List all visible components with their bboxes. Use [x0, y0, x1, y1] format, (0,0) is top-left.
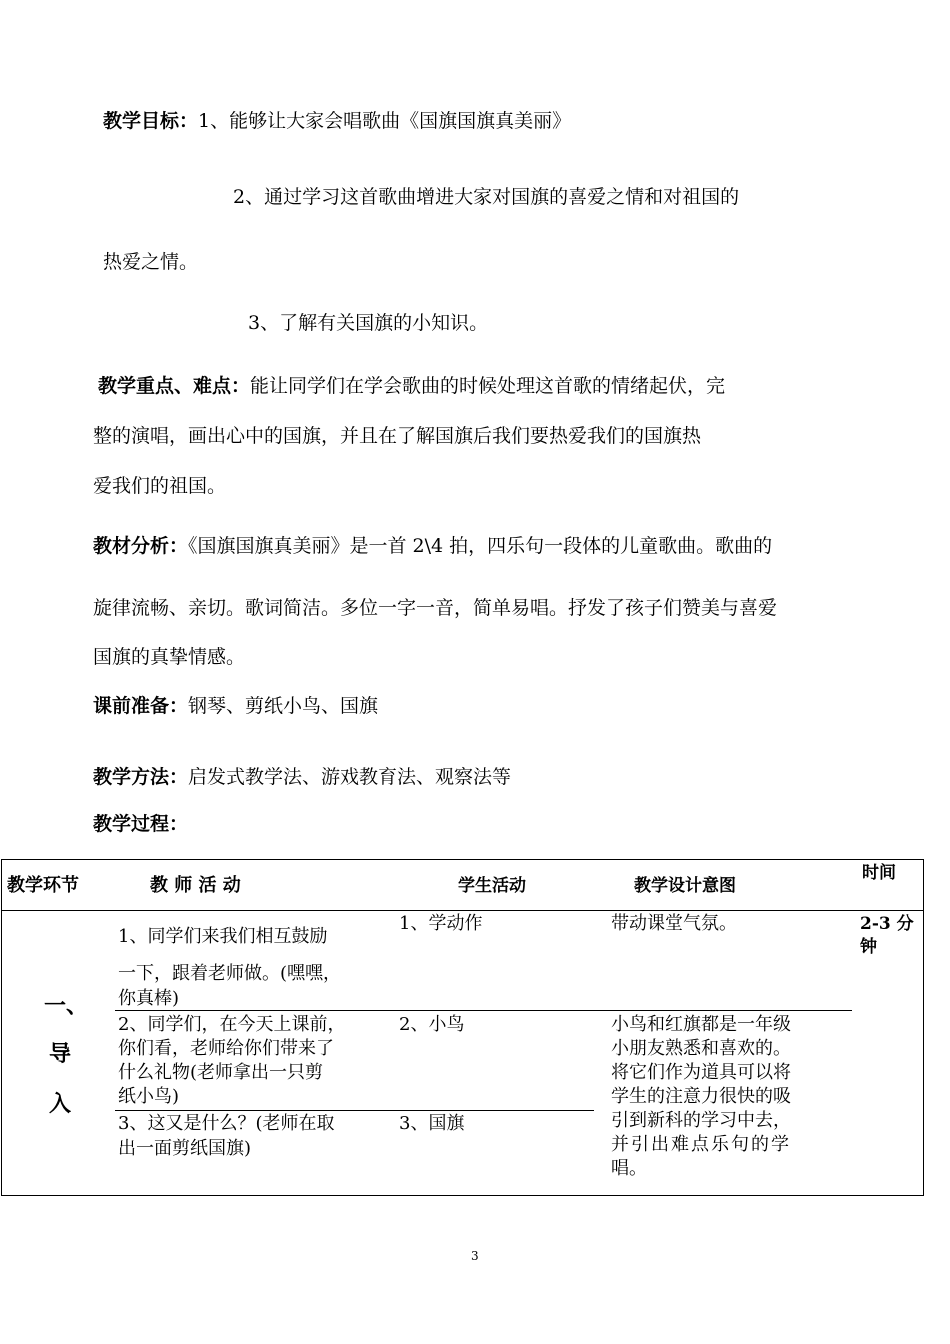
method-text: 启发式教学法、游戏教育法、观察法等 [188, 766, 512, 788]
goals-line-1 [103, 109, 571, 133]
key-points-text-1: 能让同学们在学会歌曲的时候处理这首歌的情绪起伏，完 [250, 375, 726, 397]
teacher-r1-line-2: 一下，跟着老师做。(嘿嘿， [118, 963, 342, 984]
goal-item-3: 3、了解有关国旗的小知识。 [248, 312, 489, 334]
teacher-r1-line-1: 1、同学们来我们相互鼓励 [118, 926, 328, 947]
method-line [93, 765, 511, 789]
prep-label: 课前准备： [93, 695, 189, 717]
teacher-r1-line-3: 你真棒) [118, 988, 180, 1009]
stage-char-2: 入 [49, 1091, 72, 1117]
teacher-r2-line-1: 2、同学们，在今天上课前， [118, 1014, 346, 1035]
header-stage: 教学环节 [7, 875, 79, 896]
teacher-r3-line-2: 出一面剪纸国旗) [118, 1138, 252, 1159]
intent-line-5: 引到新科的学习中去， [611, 1110, 791, 1131]
header-student: 学生活动 [458, 876, 526, 896]
header-time: 时间 [862, 863, 896, 883]
prep-text: 钢琴、剪纸小鸟、国旗 [188, 695, 379, 717]
header-intent: 教学设计意图 [634, 876, 736, 896]
teacher-r3-line-1: 3、这又是什么？(老师在取 [118, 1113, 335, 1134]
analysis-line-3: 国旗的真挚情感。 [93, 646, 246, 668]
row-divider-2 [115, 1110, 594, 1111]
key-points-line-2: 整的演唱，画出心中的国旗，并且在了解国旗后我们要热爱我们的国旗热 [93, 425, 702, 447]
teacher-r2-line-2: 你们看，老师给你们带来了 [118, 1038, 334, 1059]
student-r3: 3、国旗 [399, 1113, 465, 1134]
stage-char-1: 导 [49, 1041, 72, 1067]
row-divider-1 [115, 1010, 852, 1011]
teacher-r2-line-4: 纸小鸟) [118, 1086, 180, 1107]
table-border-bottom [1, 1195, 924, 1196]
table-border-right [923, 859, 924, 1196]
table-border-top [1, 859, 924, 860]
intent-line-1: 小鸟和红旗都是一年级 [611, 1014, 791, 1035]
teacher-r2-line-3: 什么礼物(老师拿出一只剪 [118, 1062, 324, 1083]
student-r2: 2、小鸟 [399, 1014, 465, 1035]
analysis-line-2: 旋律流畅、亲切。歌词简洁。多位一字一音，简单易唱。抒发了孩子们赞美与喜爱 [93, 597, 778, 619]
key-points-label: 教学重点、难点： [98, 375, 251, 397]
prep-line [93, 694, 378, 718]
goals-label: 教学目标： [103, 110, 199, 132]
goal-item-2-line-1: 2、通过学习这首歌曲增进大家对国旗的喜爱之情和对祖国的 [233, 186, 740, 208]
table-border-left [1, 859, 2, 1196]
intent-line-3: 将它们作为道具可以将 [611, 1062, 791, 1083]
intent-line-4: 学生的注意力很快的吸 [611, 1086, 791, 1107]
goal-item-1: 1、能够让大家会唱歌曲《国旗国旗真美丽》 [198, 110, 572, 132]
table-header-divider [1, 910, 924, 911]
student-r1: 1、学动作 [399, 913, 483, 934]
process-label: 教学过程： [93, 813, 189, 835]
stage-number: 一、 [44, 993, 89, 1019]
key-points-line-1 [98, 374, 725, 398]
key-points-line-3: 爱我们的祖国。 [93, 475, 227, 497]
time-line-1: 2-3 分 [860, 914, 914, 934]
analysis-text-1: 《国旗国旗真美丽》是一首 2\4 拍，四乐句一段体的儿童歌曲。歌曲的 [188, 535, 773, 557]
intent-line-6: 并引出难点乐句的学 [611, 1134, 791, 1155]
time-line-2: 钟 [860, 937, 877, 957]
analysis-label: 教材分析： [93, 535, 189, 557]
header-teacher: 教 师 活 动 [150, 875, 241, 896]
intent-r1: 带动课堂气氛。 [611, 913, 737, 934]
intent-line-7: 唱。 [611, 1158, 647, 1179]
analysis-line-1 [93, 534, 772, 558]
intent-line-2: 小朋友熟悉和喜欢的。 [611, 1038, 791, 1059]
page-number: 3 [471, 1249, 479, 1263]
goal-item-2-line-2: 热爱之情。 [103, 251, 199, 273]
method-label: 教学方法： [93, 766, 189, 788]
